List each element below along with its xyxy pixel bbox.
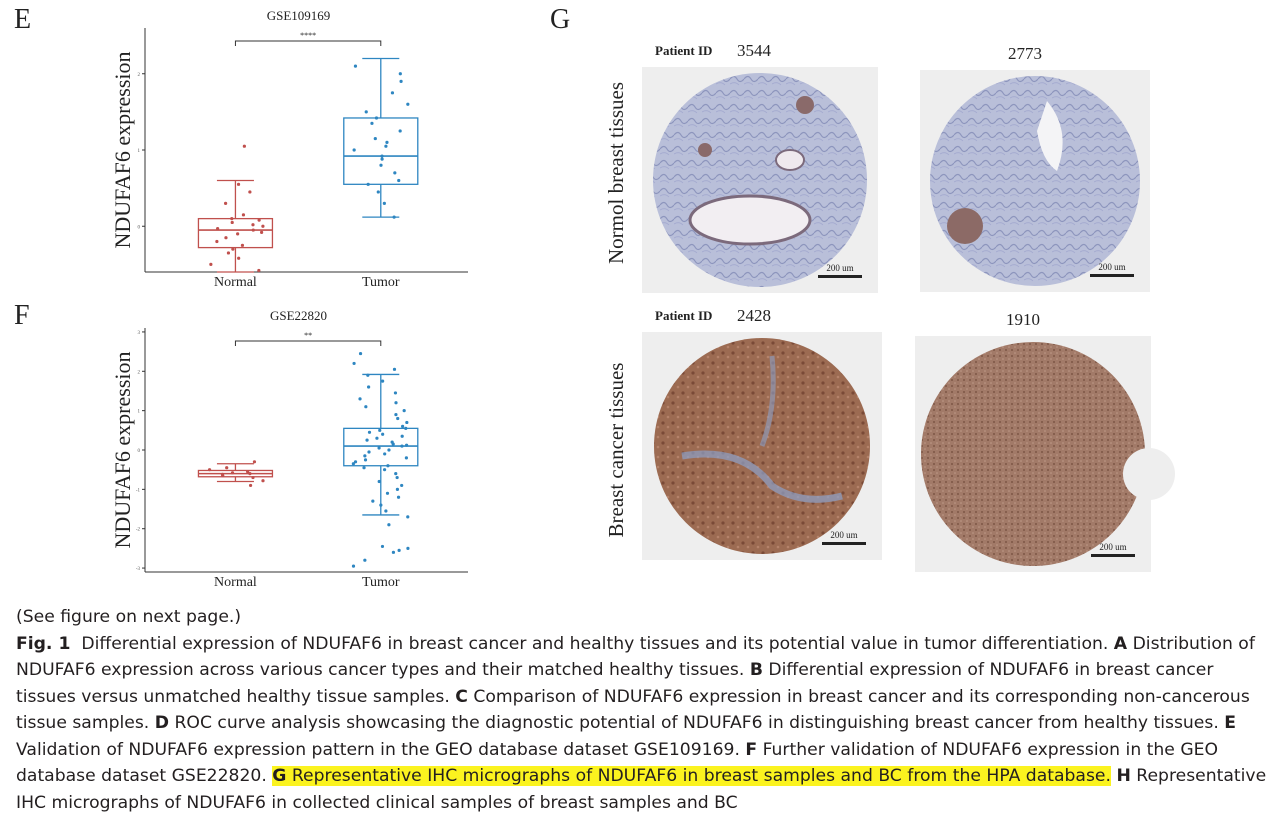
data-point: [253, 460, 256, 463]
caption-part-text: Representative IHC micrographs of NDUFAF6 in collected clinical samples of breast samples and BC: [16, 766, 1267, 813]
data-point: [394, 391, 397, 394]
data-point: [380, 158, 383, 161]
data-point: [367, 385, 370, 388]
patient-id: 2773: [1008, 44, 1042, 63]
data-point: [353, 148, 356, 151]
patient-id: 2428: [737, 306, 771, 325]
data-point: [399, 72, 402, 75]
caption-part-d: [155, 713, 1219, 733]
data-point: [371, 500, 374, 503]
data-point: [366, 374, 369, 377]
data-point: [216, 227, 219, 230]
data-point: [404, 427, 407, 430]
data-point: [236, 232, 239, 235]
x-tick-label: Tumor: [361, 275, 400, 290]
tissue-core: [930, 76, 1140, 286]
caption-part-letter: A: [1113, 633, 1128, 654]
data-point: [386, 492, 389, 495]
data-point: [391, 441, 394, 444]
data-point: [251, 476, 254, 479]
data-point: [383, 468, 386, 471]
data-point: [242, 213, 245, 216]
data-point: [248, 190, 251, 193]
iqr-box: [344, 428, 418, 465]
data-point: [398, 549, 401, 552]
data-point: [384, 509, 387, 512]
data-point: [364, 405, 367, 408]
scale-bar-label: 200 um: [1098, 262, 1126, 272]
row-label: Normol breast tissues: [604, 82, 628, 264]
caption-part-g: [272, 766, 1111, 786]
scale-bar-label: 200 um: [1099, 542, 1127, 552]
data-point: [393, 368, 396, 371]
panel-letter-f: F: [14, 300, 30, 331]
data-point: [392, 551, 395, 554]
data-point: [405, 444, 408, 447]
data-point: [391, 91, 394, 94]
data-point: [381, 545, 384, 548]
data-point: [375, 437, 378, 440]
box-tumor: [344, 59, 418, 219]
data-point: [394, 401, 397, 404]
data-point: [383, 202, 386, 205]
data-point: [405, 421, 408, 424]
data-point: [403, 409, 406, 412]
boxplot-svg: [100, 300, 480, 600]
data-point: [231, 248, 234, 251]
significance-label: **: [304, 331, 313, 340]
scale-bar: [818, 275, 862, 278]
data-point: [221, 473, 224, 476]
data-point: [378, 429, 381, 432]
data-point: [363, 559, 366, 562]
box-tumor: [344, 352, 418, 568]
figure-caption: [16, 604, 1268, 816]
chart-title: GSE22820: [269, 308, 328, 323]
data-point: [231, 471, 234, 474]
caption-part-letter: E: [1224, 713, 1237, 733]
data-point: [385, 141, 388, 144]
data-point: [401, 425, 404, 428]
ihc-image-3544: [642, 41, 878, 293]
y-tick-label: 3: [137, 330, 140, 336]
data-point: [396, 488, 399, 491]
data-point: [252, 228, 255, 231]
ihc-image-2428: [642, 306, 882, 560]
data-point: [387, 523, 390, 526]
data-point: [257, 269, 260, 272]
data-point: [243, 145, 246, 148]
data-point: [224, 236, 227, 239]
data-point: [354, 460, 357, 463]
caption-part-letter: H: [1116, 766, 1131, 786]
caption-part-text: Distribution of NDUFAF6 expression across various cancer types and their matched healthy tissues.: [16, 633, 1255, 680]
patient-id: 1910: [1006, 310, 1040, 329]
data-point: [208, 468, 211, 471]
gland-cluster: [947, 208, 983, 244]
data-point: [249, 484, 252, 487]
see-next-page-note: (See figure on next page.): [16, 607, 242, 627]
caption-part-text: Differential expression of NDUFAF6 in breast cancer tissues versus unmatched healthy tissue samples.: [16, 660, 1214, 707]
data-point: [378, 480, 381, 483]
data-point: [215, 240, 218, 243]
boxplot-gse22820: [100, 300, 480, 600]
data-point: [237, 257, 240, 260]
caption-part-text: Comparison of NDUFAF6 expression in breast cancer and its corresponding non-cancerous tissue samples.: [16, 686, 1250, 733]
data-point: [386, 464, 389, 467]
data-point: [393, 216, 396, 219]
y-tick-label: 1: [137, 409, 140, 415]
data-point: [258, 219, 261, 222]
ihc-image-1910: [915, 310, 1175, 572]
data-point: [377, 190, 380, 193]
scale-bar: [822, 542, 866, 545]
data-point: [352, 362, 355, 365]
data-point: [362, 466, 365, 469]
chart-title: GSE109169: [266, 8, 331, 23]
data-point: [365, 439, 368, 442]
significance-bracket: [235, 341, 380, 346]
box-normal: [198, 145, 272, 272]
patient-id-label: Patient ID: [655, 43, 713, 58]
scale-bar: [1090, 274, 1134, 277]
data-point: [237, 183, 240, 186]
x-tick-label: Normal: [214, 275, 257, 290]
data-point: [367, 450, 370, 453]
duct-lumen: [776, 150, 804, 170]
core-edge-notch: [1123, 448, 1175, 500]
data-point: [393, 171, 396, 174]
data-point: [399, 80, 402, 83]
data-point: [381, 433, 384, 436]
data-point: [405, 456, 408, 459]
y-tick-label: 2: [137, 370, 140, 376]
data-point: [231, 221, 234, 224]
patient-id-label: Patient ID: [655, 308, 713, 323]
y-tick-label: 0: [137, 449, 140, 454]
data-point: [365, 110, 368, 113]
data-point: [384, 145, 387, 148]
data-point: [368, 431, 371, 434]
data-point: [374, 137, 377, 140]
data-point: [396, 476, 399, 479]
significance-label: ****: [300, 31, 317, 40]
y-tick-label: -1: [135, 488, 140, 494]
boxplot-gse109169: [100, 0, 480, 300]
data-point: [406, 515, 409, 518]
caption-part-letter: F: [745, 739, 758, 760]
panel-letter-g: G: [550, 4, 571, 35]
scale-bar: [1091, 554, 1135, 557]
caption-part-letter: C: [455, 686, 468, 707]
data-point: [401, 435, 404, 438]
data-point: [383, 452, 386, 455]
data-point: [363, 454, 366, 457]
data-point: [246, 470, 249, 473]
caption-body: [16, 631, 1268, 817]
figure-label: Fig. 1: [16, 633, 71, 654]
data-point: [377, 446, 380, 449]
data-point: [224, 202, 227, 205]
data-point: [396, 417, 399, 420]
data-point: [354, 65, 357, 68]
x-tick-label: Tumor: [361, 575, 400, 590]
data-point: [375, 116, 378, 119]
scale-bar-label: 200 um: [830, 530, 858, 540]
scale-bar-label: 200 um: [826, 263, 854, 273]
boxplot-svg: [100, 0, 480, 300]
data-point: [380, 155, 383, 158]
data-point: [261, 479, 264, 482]
caption-part-text: Further validation of NDUFAF6 expression in the GEO database dataset GSE22820.: [16, 739, 1219, 786]
data-point: [379, 503, 382, 506]
gland-cluster: [796, 96, 814, 114]
caption-part-letter: D: [154, 713, 170, 733]
data-point: [397, 496, 400, 499]
box-normal: [198, 460, 272, 487]
duct-lumen: [690, 196, 810, 244]
data-point: [370, 122, 373, 125]
data-point: [399, 129, 402, 132]
caption-part-text: Representative IHC micrographs of NDUFAF6 in breast samples and BC from the HPA database.: [286, 766, 1111, 786]
data-point: [394, 472, 397, 475]
data-point: [406, 547, 409, 550]
data-point: [260, 231, 263, 234]
gland-cluster: [698, 143, 712, 157]
caption-part-text: ROC curve analysis showcasing the diagnostic potential of NDUFAF6 in distinguishing breast cancer from healthy tissues.: [169, 713, 1219, 733]
data-point: [406, 103, 409, 106]
ihc-micrograph-panel: [590, 30, 1190, 590]
y-tick-label: 2: [137, 72, 140, 78]
data-point: [241, 244, 244, 247]
caption-intro: Differential expression of NDUFAF6 in breast cancer and healthy tissues and its potential value in tumor differentiation.: [81, 633, 1109, 654]
data-point: [227, 251, 230, 254]
row-label: Breast cancer tissues: [604, 362, 628, 538]
ihc-image-2773: [920, 44, 1150, 292]
data-point: [367, 183, 370, 186]
data-point: [400, 484, 403, 487]
data-point: [261, 225, 264, 228]
data-point: [381, 380, 384, 383]
data-point: [394, 413, 397, 416]
data-point: [400, 444, 403, 447]
data-point: [358, 397, 361, 400]
data-point: [251, 223, 254, 226]
panel-letter-e: E: [14, 4, 32, 35]
caption-part-letter: B: [749, 660, 763, 680]
x-tick-label: Normal: [214, 575, 257, 590]
data-point: [397, 179, 400, 182]
data-point: [225, 466, 228, 469]
significance-bracket: [235, 41, 380, 46]
patient-id: 3544: [737, 41, 771, 60]
data-point: [364, 458, 367, 461]
y-axis-label: NDUFAF6 expression: [110, 51, 135, 249]
caption-part-letter: G: [272, 766, 287, 786]
data-point: [387, 448, 390, 451]
data-point: [209, 263, 212, 266]
data-point: [352, 564, 355, 567]
tissue-core: [653, 73, 867, 287]
data-point: [230, 217, 233, 220]
y-tick-label: 0: [137, 225, 140, 231]
data-point: [359, 352, 362, 355]
y-tick-label: 1: [137, 149, 140, 154]
tissue-core: [921, 342, 1145, 566]
y-axis-label: NDUFAF6 expression: [110, 351, 135, 549]
y-tick-label: -3: [135, 567, 140, 573]
caption-part-text: Validation of NDUFAF6 expression pattern in the GEO database dataset GSE109169.: [16, 739, 740, 760]
y-tick-label: -2: [135, 527, 140, 533]
data-point: [379, 164, 382, 167]
